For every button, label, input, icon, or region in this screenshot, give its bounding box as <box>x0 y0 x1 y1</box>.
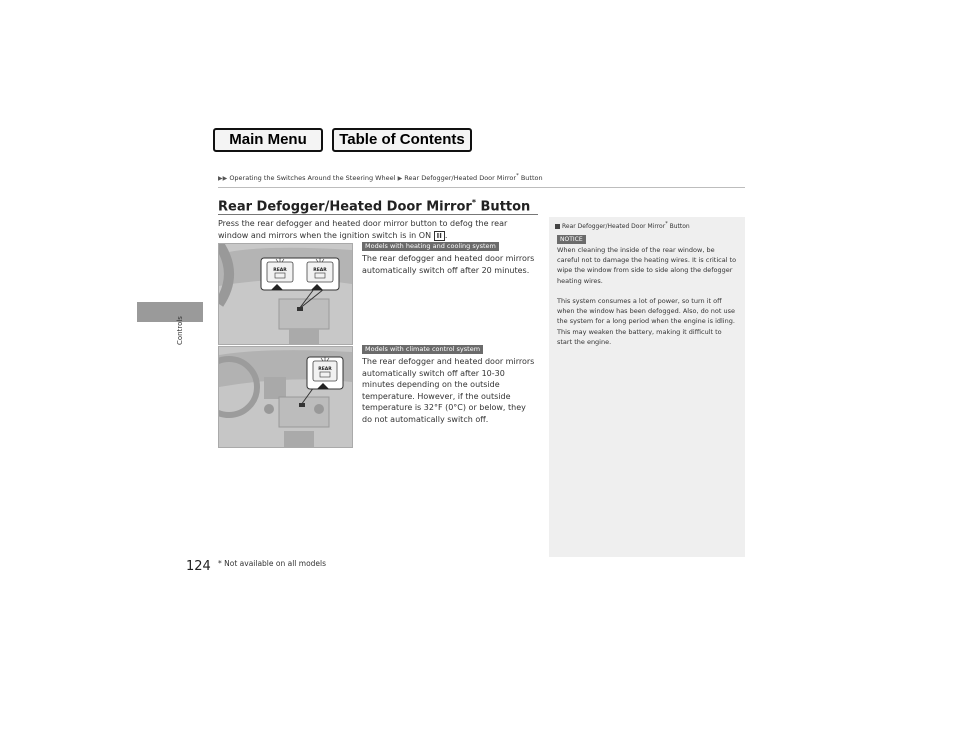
page-title-star: * <box>471 198 476 207</box>
breadcrumb-star: * <box>516 173 519 179</box>
breadcrumb-part3: Button <box>518 174 543 183</box>
page-number: 124 <box>186 559 211 574</box>
breadcrumb-arrow-icon: ▶ <box>397 175 403 183</box>
page-title <box>218 198 530 214</box>
notice-badge: NOTICE <box>557 235 586 244</box>
rear-label-2: REAR <box>313 268 327 273</box>
dashboard-photo-heating-cooling <box>218 243 353 345</box>
note-title <box>555 221 690 230</box>
page-title-suffix: Button <box>476 199 531 215</box>
model-tag-heating-cooling: Models with heating and cooling system <box>362 242 499 251</box>
breadcrumb <box>218 173 543 182</box>
section-tab <box>137 302 203 322</box>
dashboard-illustration <box>219 347 352 447</box>
note-title-text: Rear Defogger/Heated Door Mirror <box>562 223 666 230</box>
note-paragraph-2: This system consumes a lot of power, so turn it off when the window has been defogged. Also, do not use the system for a long period when the engine is idling. This may weaken the battery, making it difficult to start the engine. <box>557 297 735 346</box>
intro-paragraph <box>218 218 538 241</box>
note-title-suffix: Button <box>667 223 690 230</box>
table-of-contents-button[interactable]: Table of Contents <box>332 128 472 152</box>
dashboard-photo-climate-control <box>218 346 353 448</box>
note-title-star: * <box>665 221 668 227</box>
section2-text: The rear defogger and heated door mirrors automatically switch off after 10-30 minutes depending on the outside temperature. However, if the outside temperature is 32°F (0°C) or below, they do not automatically switch off. <box>362 357 535 424</box>
side-note-box <box>549 217 745 557</box>
page-title-text: Rear Defogger/Heated Door Mirror <box>218 199 472 215</box>
ignition-key-icon: II <box>434 231 445 241</box>
main-menu-button[interactable]: Main Menu <box>213 128 323 152</box>
rear-label-3: REAR <box>318 367 332 372</box>
footnote: * Not available on all models <box>218 559 327 568</box>
section-side-label: Controls <box>176 316 184 345</box>
rear-label-1: REAR <box>273 268 287 273</box>
note-marker-icon <box>555 224 560 229</box>
note-paragraph-1: When cleaning the inside of the rear window, be careful not to damage the heating wires. It is critical to wipe the window from side to side along the defogger heating wires. <box>557 246 737 285</box>
breadcrumb-part1: Operating the Switches Around the Steering Wheel <box>229 174 396 183</box>
section1-text: The rear defogger and heated door mirrors automatically switch off after 20 minutes. <box>362 254 535 275</box>
breadcrumb-part2: Rear Defogger/Heated Door Mirror <box>404 174 517 183</box>
title-underline <box>218 214 538 215</box>
intro-text: Press the rear defogger and heated door mirror button to defog the rear window and mirrors when the ignition switch is in ON <box>218 219 508 240</box>
model-tag-climate-control: Models with climate control system <box>362 345 483 354</box>
dashboard-illustration <box>219 244 352 344</box>
top-divider <box>218 187 745 188</box>
intro-text-end: . <box>444 230 448 240</box>
breadcrumb-arrow-icon: ▶▶ <box>218 175 228 183</box>
